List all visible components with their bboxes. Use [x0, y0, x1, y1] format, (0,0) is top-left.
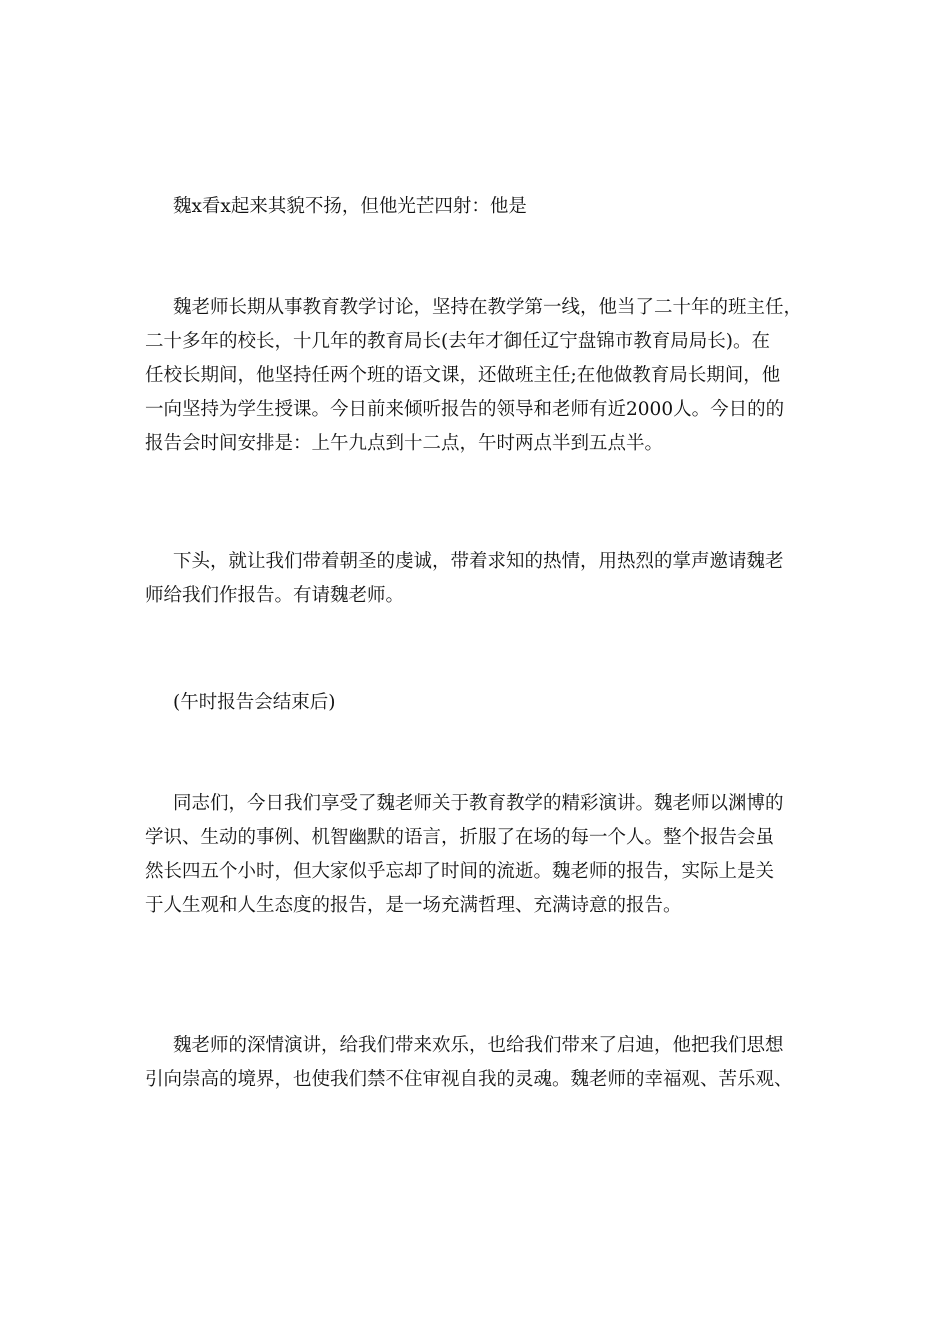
text-line: 于人生观和人生态度的报告，是一场充满哲理、充满诗意的报告。 [145, 895, 682, 916]
text-line: 下头，就让我们带着朝圣的虔诚，带着求知的热情，用热烈的掌声邀请魏老 [173, 551, 784, 572]
paragraph-biography [145, 291, 825, 461]
paragraph-reflection [145, 1029, 825, 1097]
paragraph-stage-note [145, 686, 825, 720]
text-line: 学识、生动的事例、机智幽默的语言，折服了在场的每一个人。整个报告会虽 [145, 827, 775, 848]
text-line: (午时报告会结束后) [173, 692, 336, 713]
text-line: 一向坚持为学生授课。今日前来倾听报告的领导和老师有近2000人。今日的的 [145, 399, 785, 420]
paragraph-summary [145, 787, 825, 923]
text-line: 任校长期间，他坚持任两个班的语文课，还做班主任;在他做教育局长期间，他 [145, 365, 781, 386]
text-line: 同志们，今日我们享受了魏老师关于教育教学的精彩演讲。魏老师以渊博的 [173, 793, 784, 814]
text-line: 魏老师的深情演讲，给我们带来欢乐，也给我们带来了启迪，他把我们思想 [173, 1035, 784, 1056]
paragraph-invitation [145, 545, 825, 613]
text-line: 二十多年的校长，十几年的教育局长(去年才御任辽宁盘锦市教育局局长)。在 [145, 331, 770, 352]
text-line: 魏老师长期从事教育教学讨论，坚持在教学第一线，他当了二十年的班主任， [173, 297, 803, 318]
text-line: 引向崇高的境界，也使我们禁不住审视自我的灵魂。魏老师的幸福观、苦乐观、 [145, 1069, 793, 1090]
text-line: 然长四五个小时，但大家似乎忘却了时间的流逝。魏老师的报告，实际上是关 [145, 861, 775, 882]
paragraph-intro [145, 190, 825, 224]
text-line: 报告会时间安排是：上午九点到十二点，午时两点半到五点半。 [145, 433, 664, 454]
text-line: 魏x看x起来其貌不扬，但他光芒四射：他是 [173, 196, 527, 217]
text-line: 师给我们作报告。有请魏老师。 [145, 585, 405, 606]
